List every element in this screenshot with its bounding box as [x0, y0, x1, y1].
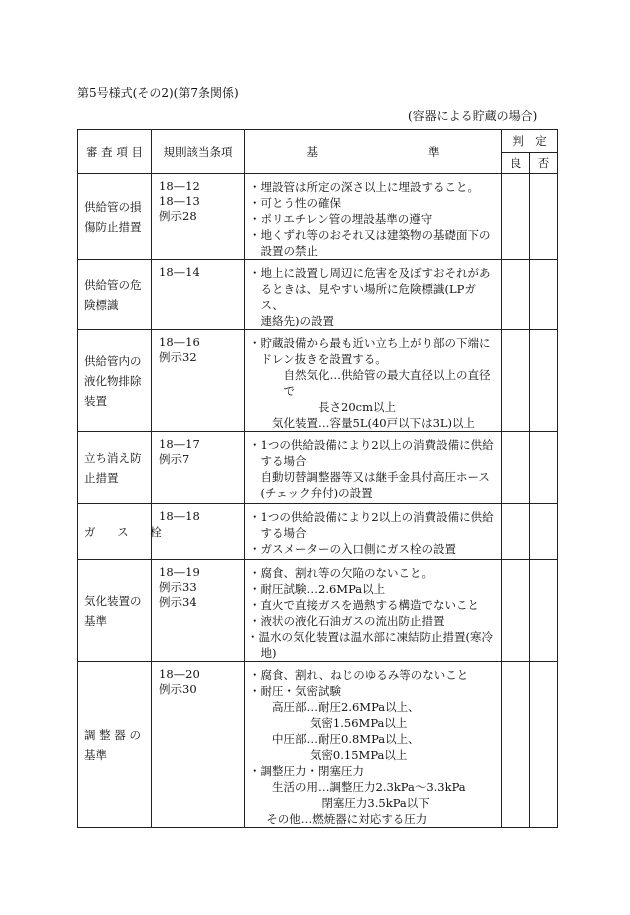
row-item-line: 気化装置の [84, 593, 142, 608]
table-row [78, 504, 558, 560]
header-item: 審 査 項 目 [78, 130, 152, 174]
row-criteria [245, 432, 502, 504]
row-item-line: 立ち消え防 [84, 450, 142, 465]
criteria-line: 地) [260, 646, 277, 660]
row-item-line: 止措置 [84, 470, 119, 485]
table-row [78, 330, 558, 432]
criteria-line: ・地くずれ等のおそれ又は建築物の基礎面下の [249, 228, 491, 242]
table-row [78, 662, 558, 828]
criteria-line: その他…燃焼器に対応する圧力 [266, 812, 428, 826]
row-item-line: 基準 [84, 613, 107, 628]
row-item [78, 432, 152, 504]
table-row [78, 432, 558, 504]
row-ref: 例示32 [159, 350, 197, 364]
row-item [78, 560, 152, 662]
row-item-line: 傷防止措置 [84, 219, 142, 234]
table-row [78, 560, 558, 662]
judge-bad-cell[interactable] [530, 260, 558, 330]
criteria-line: ・耐圧試験…2.6MPa以上 [249, 582, 386, 596]
judge-good-cell[interactable] [502, 330, 530, 432]
judge-good-cell[interactable] [502, 504, 530, 560]
row-item [78, 260, 152, 330]
header-good: 良 [502, 153, 530, 174]
criteria-line: ・ガスメーターの入口側にガス栓の設置 [249, 542, 456, 556]
row-ref: 例示33 [159, 580, 197, 594]
row-ref: 18—12 [159, 179, 200, 193]
judge-good-cell[interactable] [502, 432, 530, 504]
judge-good-cell[interactable] [502, 560, 530, 662]
row-refs [152, 174, 245, 260]
row-item [78, 662, 152, 828]
row-item-line: 液化物排除 [84, 373, 142, 388]
row-refs [152, 260, 245, 330]
row-criteria [245, 260, 502, 330]
criteria-line: ・可とう性の確保 [249, 196, 341, 210]
row-item [78, 330, 152, 432]
row-item [78, 504, 171, 560]
judge-bad-cell[interactable] [530, 432, 558, 504]
row-criteria [245, 504, 502, 560]
judge-good-cell[interactable] [502, 260, 530, 330]
criteria-line: 高圧部…耐圧2.6MPa以上、 [272, 700, 420, 714]
row-item-line: 基準 [84, 747, 107, 762]
row-item-line: 険標識 [84, 297, 119, 312]
criteria-line: ・埋設管は所定の深さ以上に埋設すること。 [249, 180, 479, 194]
row-ref: 18—16 [159, 335, 200, 349]
criteria-line: ・1つの供給設備により2以上の消費設備に供給 [249, 510, 494, 524]
criteria-line: ・温水の気化装置は温水部に凍結防止措置(寒冷 [247, 630, 493, 644]
row-refs [152, 560, 245, 662]
criteria-line: 中圧部…耐圧0.8MPa以上、 [272, 732, 420, 746]
criteria-line: ドレン抜きを設置する。 [260, 352, 387, 366]
criteria-line: する場合 [260, 526, 307, 540]
criteria-line: ・直火で直接ガスを過熱する構造でないこと [249, 598, 479, 612]
criteria-line: 気密1.56MPa以上 [309, 716, 408, 730]
row-item-line: 供給管の危 [84, 277, 142, 292]
header-criteria-b: 準 [428, 144, 440, 159]
row-ref: 18—17 [159, 437, 200, 451]
criteria-line: 生活の用…調整圧力2.3kPa～3.3kPa [272, 780, 466, 794]
criteria-line: ・液状の液化石油ガスの流出防止措置 [249, 614, 445, 628]
judge-bad-cell[interactable] [530, 330, 558, 432]
row-ref: 例示28 [159, 209, 197, 223]
criteria-line: ・腐食、割れ等の欠陥のないこと。 [249, 566, 433, 580]
row-ref: 例示34 [159, 595, 197, 609]
criteria-line: 気密0.15MPa以上 [309, 748, 408, 762]
criteria-line: ・耐圧・気密試験 [249, 684, 341, 698]
row-item-line: 供給管の損 [84, 199, 142, 214]
criteria-line: ・貯蔵設備から最も近い立ち上がり部の下端に [249, 336, 491, 350]
row-ref: 18—20 [159, 667, 200, 681]
criteria-line: ・調整圧力・閉塞圧力 [249, 764, 364, 778]
header-judgment: 判 定 [502, 130, 558, 153]
judge-bad-cell[interactable] [530, 504, 558, 560]
row-ref: 18—14 [159, 265, 200, 279]
header-refs: 規則該当条項 [152, 130, 245, 174]
criteria-line: ・1つの供給設備により2以上の消費設備に供給 [249, 438, 494, 452]
row-refs [152, 662, 245, 828]
row-ref: 例示30 [159, 682, 197, 696]
row-item-line: 供給管内の [84, 353, 142, 368]
criteria-line: ・ポリエチレン管の埋設基準の遵守 [249, 212, 433, 226]
table-row [78, 260, 558, 330]
header-criteria [245, 130, 502, 174]
criteria-line: 自然気化…供給管の最大直径以上の直径で [283, 368, 491, 398]
judge-bad-cell[interactable] [530, 174, 558, 260]
row-criteria [245, 330, 502, 432]
inspection-table [77, 129, 558, 828]
row-ref: 例示7 [159, 452, 190, 466]
criteria-line: ・腐食、割れ、ねじのゆるみ等のないこと [249, 668, 469, 682]
criteria-line: るときは、見やすい場所に危険標識(LPガス、 [260, 282, 476, 312]
criteria-line: する場合 [260, 454, 307, 468]
table-row [78, 174, 558, 260]
criteria-line: (チェック弁付)の設置 [260, 486, 373, 500]
row-ref: 18—13 [159, 194, 200, 208]
judge-bad-cell[interactable] [530, 662, 558, 828]
row-item [78, 174, 152, 260]
header-bad: 否 [530, 153, 558, 174]
row-ref: 18—18 [159, 509, 200, 523]
row-criteria [245, 560, 502, 662]
row-refs [152, 330, 245, 432]
judge-good-cell[interactable] [502, 174, 530, 260]
row-item-line: 調 整 器 の [84, 727, 141, 742]
criteria-line: 設置の禁止 [260, 244, 318, 258]
criteria-line: 閉塞圧力3.5kPa以下 [321, 796, 430, 810]
judge-bad-cell[interactable] [530, 560, 558, 662]
criteria-line: 連絡先)の設置 [260, 314, 334, 328]
row-criteria [245, 174, 502, 260]
row-ref: 18—19 [159, 565, 200, 579]
criteria-line: 自動切替調整器等又は継手金具付高圧ホース [260, 470, 490, 484]
criteria-line: ・地上に設置し周辺に危害を及ぼすおそれがあ [249, 266, 491, 280]
criteria-line: 気化装置…容量5L(40戸以下は3L)以上 [272, 416, 476, 430]
form-subtitle: (容器による貯蔵の場合) [408, 109, 538, 123]
form-title: 第5号様式(その2)(第7条関係) [77, 86, 239, 100]
row-criteria [245, 662, 502, 828]
header-criteria-a: 基 [306, 144, 318, 159]
criteria-line: 長さ20cm以上 [318, 400, 396, 414]
row-item-line: 装置 [84, 393, 107, 408]
row-refs [152, 432, 245, 504]
row-item-line: ガ ス 栓 [84, 524, 171, 539]
judge-good-cell[interactable] [502, 662, 530, 828]
